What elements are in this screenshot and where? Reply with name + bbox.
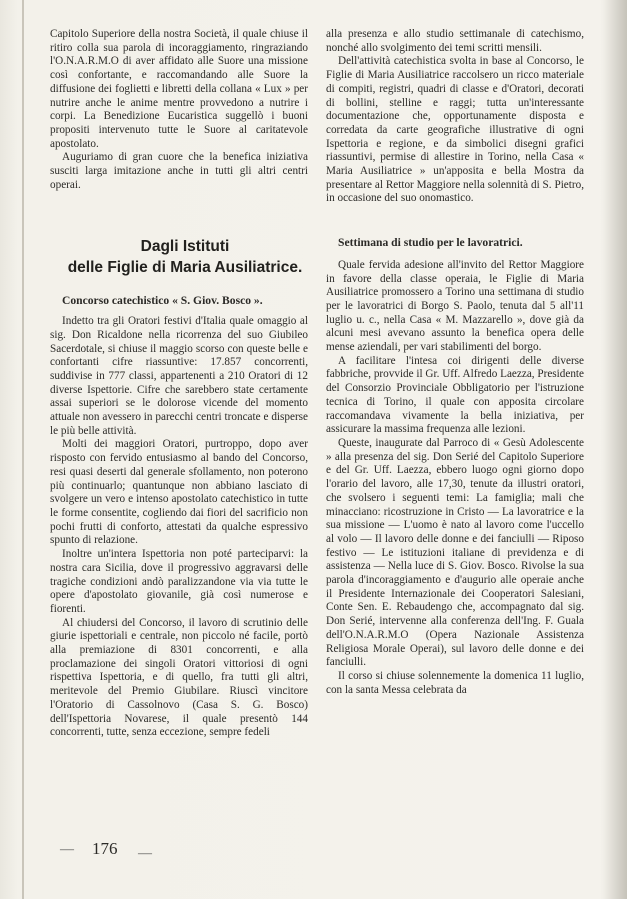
dash-mark: —: [138, 846, 152, 861]
paragraph: Al chiudersi del Concorso, il lavoro di scrutinio delle giurie ispettoriali e centrale, non piccolo né facile, portò alla premiazione di 8301 concorrenti, e alla proclamazione dei singoli Oratori vittoriosi di ogni rispettiva Ispettoria, e di quello, fra tutti gli altri, meritevole del Premio Giubilare. Riuscì vincitore l'Oratorio di Cassolnovo (Casa S. G. Bosco) dell'Ispettoria Novarese, il quale presentò 144 concorrenti, tutte, senza eccezione, sempre fedeli: [50, 616, 308, 739]
paragraph: Dell'attività catechistica svolta in base al Concorso, le Figlie di Maria Ausiliatrice raccolsero un ricco materiale di compiti, registri, quadri di classe e d'Oratori, decorati di bollini, stelline e raggi; tutta un'interessante documentazione che, opportunamente disposta e corredata da carte geografiche illustrative di ogni Ispettoria e regione, e da simbolici disegni grafici riassuntivi, permise di allestire in Torino, nella Casa « Maria Ausiliatrice » un'apposita e bella Mostra da presentare al Rettor Maggiore nella solennità di S. Pietro, in occasione del suo onomastico.: [326, 55, 584, 205]
spacer: [50, 192, 308, 236]
paragraph: Indetto tra gli Oratori festivi d'Italia quale omaggio al sig. Don Ricaldone nella ricorrenza del suo Giubileo Sacerdotale, si chiuse il maggio scorso con queste belle e confortanti cifre riassuntive: 17.857 concorrenti, suddivise in 777 classi, appartenenti a 210 Oratori di 12 diverse Ispettorie. Cifre che sarebbero state certamente assai superiori se le dolorose vicende del momento attuale non avessero in parecchi centri troncate e disperse le più belle attività.: [50, 315, 308, 437]
spacer: [326, 250, 584, 259]
spacer: [50, 278, 308, 294]
paragraph: alla presenza e allo studio settimanale di catechismo, nonché allo svolgimento dei temi scritti mensili.: [326, 28, 584, 54]
paragraph: Inoltre un'intera Ispettoria non poté parteciparvi: la nostra cara Sicilia, dove il progressivo aggravarsi delle tragiche condizioni andò paralizzandone via via tutte le opere d'apostolato giovanile, già così numerose e fiorenti.: [50, 548, 308, 615]
left-column: [50, 28, 308, 740]
page-number: 176: [92, 839, 118, 858]
section-title-continued: delle Figlie di Maria Ausiliatrice.: [67, 259, 303, 277]
dash-mark: —: [60, 842, 74, 857]
page-gutter: [22, 0, 24, 899]
spacer: [326, 206, 584, 236]
right-column: [326, 28, 584, 697]
paragraph: Il corso si chiuse solennemente la domenica 11 luglio, con la santa Messa celebrata da: [326, 669, 584, 696]
paragraph: Quale fervida adesione all'invito del Rettor Maggiore in favore della classe operaia, le Figlie di Maria Ausiliatrice promossero a Torino una settimana di studio per le lavoratrici di Borgo S. Paolo, tenuta dal 5 all'11 luglio u. c., nella Casa « M. Mazzarello », dove già da alcuni mesi avevano assunto la benefica opera delle mense aziendali, per vari stabilimenti del borgo.: [326, 258, 584, 354]
subheading-concorso: Concorso catechistico « S. Giov. Bosco ».: [62, 294, 263, 308]
paragraph: A facilitare l'intesa coi dirigenti delle diverse fabbriche, provvide il Gr. Uff. Alfredo Laezza, Presidente del Consorzio Provinciale Obbligatorio per l'istruzione tecnica di Torino, il quale con apposita circolare raccomandava vivamente la bella iniziativa, per assicurare la massima frequenza alle lezioni.: [326, 354, 584, 436]
paragraph: Queste, inaugurate dal Parroco di « Gesù Adolescente » alla presenza del sig. Don Serié del Capitolo Superiore e del Gr. Uff. Laezza, ebbero luogo ogni giorno dopo l'orario del lavoro, alle 17,30, tenute da illustri oratori, che svolsero i seguenti temi: La famiglia; mali che minacciano: ricostruzione in Cristo — La lavoratrice e la sua missione — L'uomo è nato al lavoro come l'uccello al volo — Il lavoro delle donne e dei fanciulli — Riposo festivo — Le istituzioni italiane di previdenza e di assistenza — Nella luce di S. Giov. Bosco. Rivolse la sua parola d'incoraggiamento e d'augurio alle operaie anche il Presidente Internazionale dei Cooperatori Salesiani, Conte Sen. E. Rebaudengo che, accompagnato dal sig. Don Serié, intervenne alla conferenza dell'Ing. F. Guala dell'O.N.A.R.M.O (Opera Nazionale Assistenza Religiosa Morale Operai), sul lavoro delle donne e dei fanciulli.: [326, 436, 584, 669]
intro-paragraph: Capitolo Superiore della nostra Società, il quale chiuse il ritiro colla sua parola di incoraggiamento, ringraziando l'O.N.A.R.M.O di aver affidato alle Suore una missione così confortante, e raccomandando alle Suore la diffusione dei foglietti e libretti della collana « Lux » per nutrire anche le anime mentre provvedono a nutrire i corpi. La Benedizione Eucaristica suggellò i buoni propositi intervenuto tutte le Suore al caritatevole apostolato.: [50, 28, 308, 150]
paragraph: Molti dei maggiori Oratori, purtroppo, dopo aver risposto con fervido entusiasmo al bando del Concorso, resi quasi deserti dal generale sfollamento, non poterono più continuarlo; quantunque non abbiano lasciato di svolgere un vero e intenso apostolato catechistico in tutte le forme consentite, cogliendo dai fiori del sacrificio non pochi frutti di conforto, attestati da qualche espressivo spunto di relazione.: [50, 438, 308, 547]
subheading-settimana: Settimana di studio per le lavoratrici.: [338, 236, 523, 250]
wish-paragraph: Auguriamo di gran cuore che la benefica iniziativa susciti larga imitazione anche in tutti gli altri centri operai.: [50, 151, 308, 191]
section-title: Dagli Istituti: [140, 238, 230, 256]
spacer: [50, 308, 308, 315]
page-edge-shadow: [604, 0, 627, 899]
